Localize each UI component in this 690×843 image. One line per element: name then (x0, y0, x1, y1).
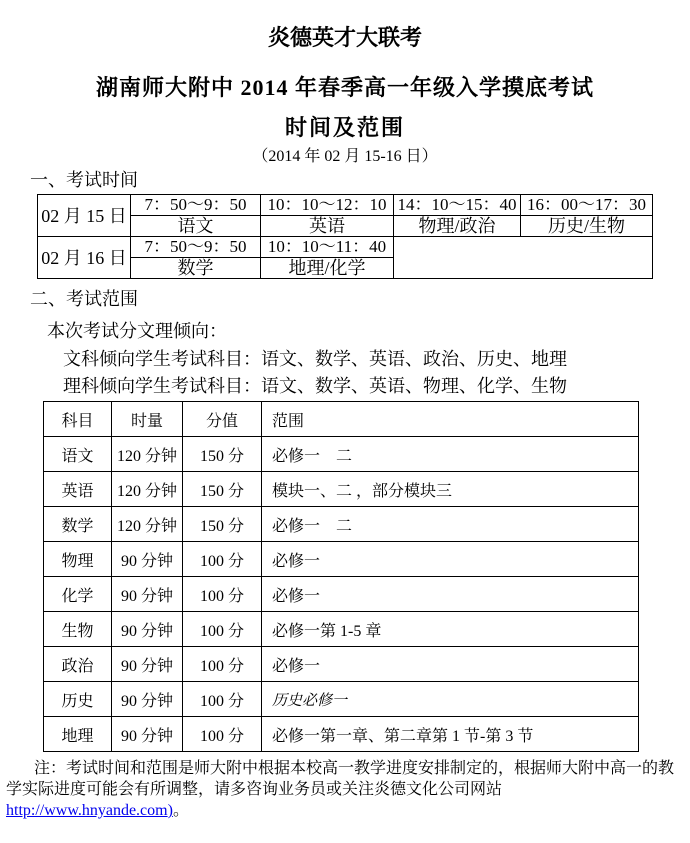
score-cell: 150 分 (183, 472, 262, 507)
document (0, 26, 690, 821)
doc-subtitle-line2: 时间及范围 (284, 115, 405, 140)
website-link[interactable]: http://www.hnyande.com (6, 802, 168, 819)
footer-note (6, 758, 684, 821)
schedule-subject-cell: 英语 (261, 216, 394, 237)
schedule-row (38, 237, 653, 258)
subject-cell: 政治 (44, 647, 112, 682)
section-heading-scope: 二、考试范围 (30, 289, 138, 309)
score-cell: 100 分 (183, 542, 262, 577)
subject-cell: 数学 (44, 507, 112, 542)
range-cell: 必修一第一章、第二章第 1 节-第 3 节 (262, 717, 639, 752)
range-cell: 必修一 二 (262, 507, 639, 542)
schedule-subject-cell: 语文 (131, 216, 261, 237)
scope-row (44, 612, 639, 647)
duration-cell: 90 分钟 (112, 647, 183, 682)
scope-row (44, 507, 639, 542)
schedule-empty-cell (394, 237, 653, 279)
range-cell: 必修一第 1-5 章 (262, 612, 639, 647)
range-cell: 模块一、二 ，部分模块三 (262, 472, 639, 507)
range-cell: 必修一 (262, 542, 639, 577)
subject-cell: 英语 (44, 472, 112, 507)
schedule-date-cell: 02 月 16 日 (38, 237, 131, 279)
duration-cell: 120 分钟 (112, 437, 183, 472)
duration-cell: 90 分钟 (112, 612, 183, 647)
score-cell: 100 分 (183, 577, 262, 612)
scope-row (44, 577, 639, 612)
score-cell: 100 分 (183, 682, 262, 717)
schedule-time-cell: 7：50～9：50 (131, 195, 261, 216)
schedule-subject-cell: 地理/化学 (261, 258, 394, 279)
scope-row (44, 647, 639, 682)
subject-cell: 化学 (44, 577, 112, 612)
schedule-subject-cell: 历史/生物 (521, 216, 653, 237)
schedule-date-cell: 02 月 15 日 (38, 195, 131, 237)
doc-title: 炎德英才大联考 (267, 25, 422, 50)
schedule-time-cell: 7：50～9：50 (131, 237, 261, 258)
schedule-table (37, 194, 653, 279)
range-cell: 必修一 (262, 577, 639, 612)
score-cell: 150 分 (183, 507, 262, 542)
scope-row (44, 682, 639, 717)
scope-header-cell: 科目 (44, 402, 112, 437)
scope-liberal-arts-line: 文科倾向学生考试科目：语文、数学、英语、政治、历史、地理 (63, 349, 567, 369)
duration-cell: 90 分钟 (112, 717, 183, 752)
scope-row (44, 542, 639, 577)
scope-header-cell: 时量 (112, 402, 183, 437)
scope-row (44, 437, 639, 472)
subject-cell: 语文 (44, 437, 112, 472)
footer-note-text: 注：考试时间和范围是师大附中根据本校高一教学进度安排制定的，根据师大附中高一的教学实际进度可能会有所调整，请多咨询业务员或关注炎德文化公司网站 (6, 760, 675, 798)
score-cell: 100 分 (183, 612, 262, 647)
duration-cell: 90 分钟 (112, 542, 183, 577)
scope-row (44, 472, 639, 507)
schedule-time-cell: 14：10～15：40 (394, 195, 521, 216)
duration-cell: 120 分钟 (112, 472, 183, 507)
scope-header-row (44, 402, 639, 437)
doc-subtitle: 湖南师大附中 2014 年春季高一年级入学摸底考试 (95, 75, 594, 100)
schedule-row (38, 195, 653, 216)
footer-period: 。 (172, 802, 189, 819)
range-cell: 必修一 二 (262, 437, 639, 472)
duration-cell: 120 分钟 (112, 507, 183, 542)
footer-link-paren: ) (167, 802, 173, 819)
schedule-time-cell: 10：10～12：10 (261, 195, 394, 216)
schedule-row (38, 216, 653, 237)
scope-header-cell: 分值 (183, 402, 262, 437)
duration-cell: 90 分钟 (112, 577, 183, 612)
subject-cell: 地理 (44, 717, 112, 752)
subject-cell: 生物 (44, 612, 112, 647)
schedule-time-cell: 10：10～11：40 (261, 237, 394, 258)
scope-intro: 本次考试分文理倾向： (47, 321, 227, 341)
section-heading-time: 一、考试时间 (30, 170, 138, 190)
scope-science-line: 理科倾向学生考试科目：语文、数学、英语、物理、化学、生物 (63, 376, 567, 396)
range-cell: 历史必修一 (262, 682, 639, 717)
scope-header-cell: 范围 (262, 402, 639, 437)
subject-cell: 物理 (44, 542, 112, 577)
schedule-subject-cell: 数学 (131, 258, 261, 279)
score-cell: 150 分 (183, 437, 262, 472)
schedule-time-cell: 16：00～17：30 (521, 195, 653, 216)
score-cell: 100 分 (183, 647, 262, 682)
range-cell: 必修一 (262, 647, 639, 682)
scope-row (44, 717, 639, 752)
scope-table (43, 401, 639, 752)
date-range: （2014 年 02 月 15-16 日） (252, 148, 438, 165)
subject-cell: 历史 (44, 682, 112, 717)
score-cell: 100 分 (183, 717, 262, 752)
schedule-subject-cell: 物理/政治 (394, 216, 521, 237)
duration-cell: 90 分钟 (112, 682, 183, 717)
